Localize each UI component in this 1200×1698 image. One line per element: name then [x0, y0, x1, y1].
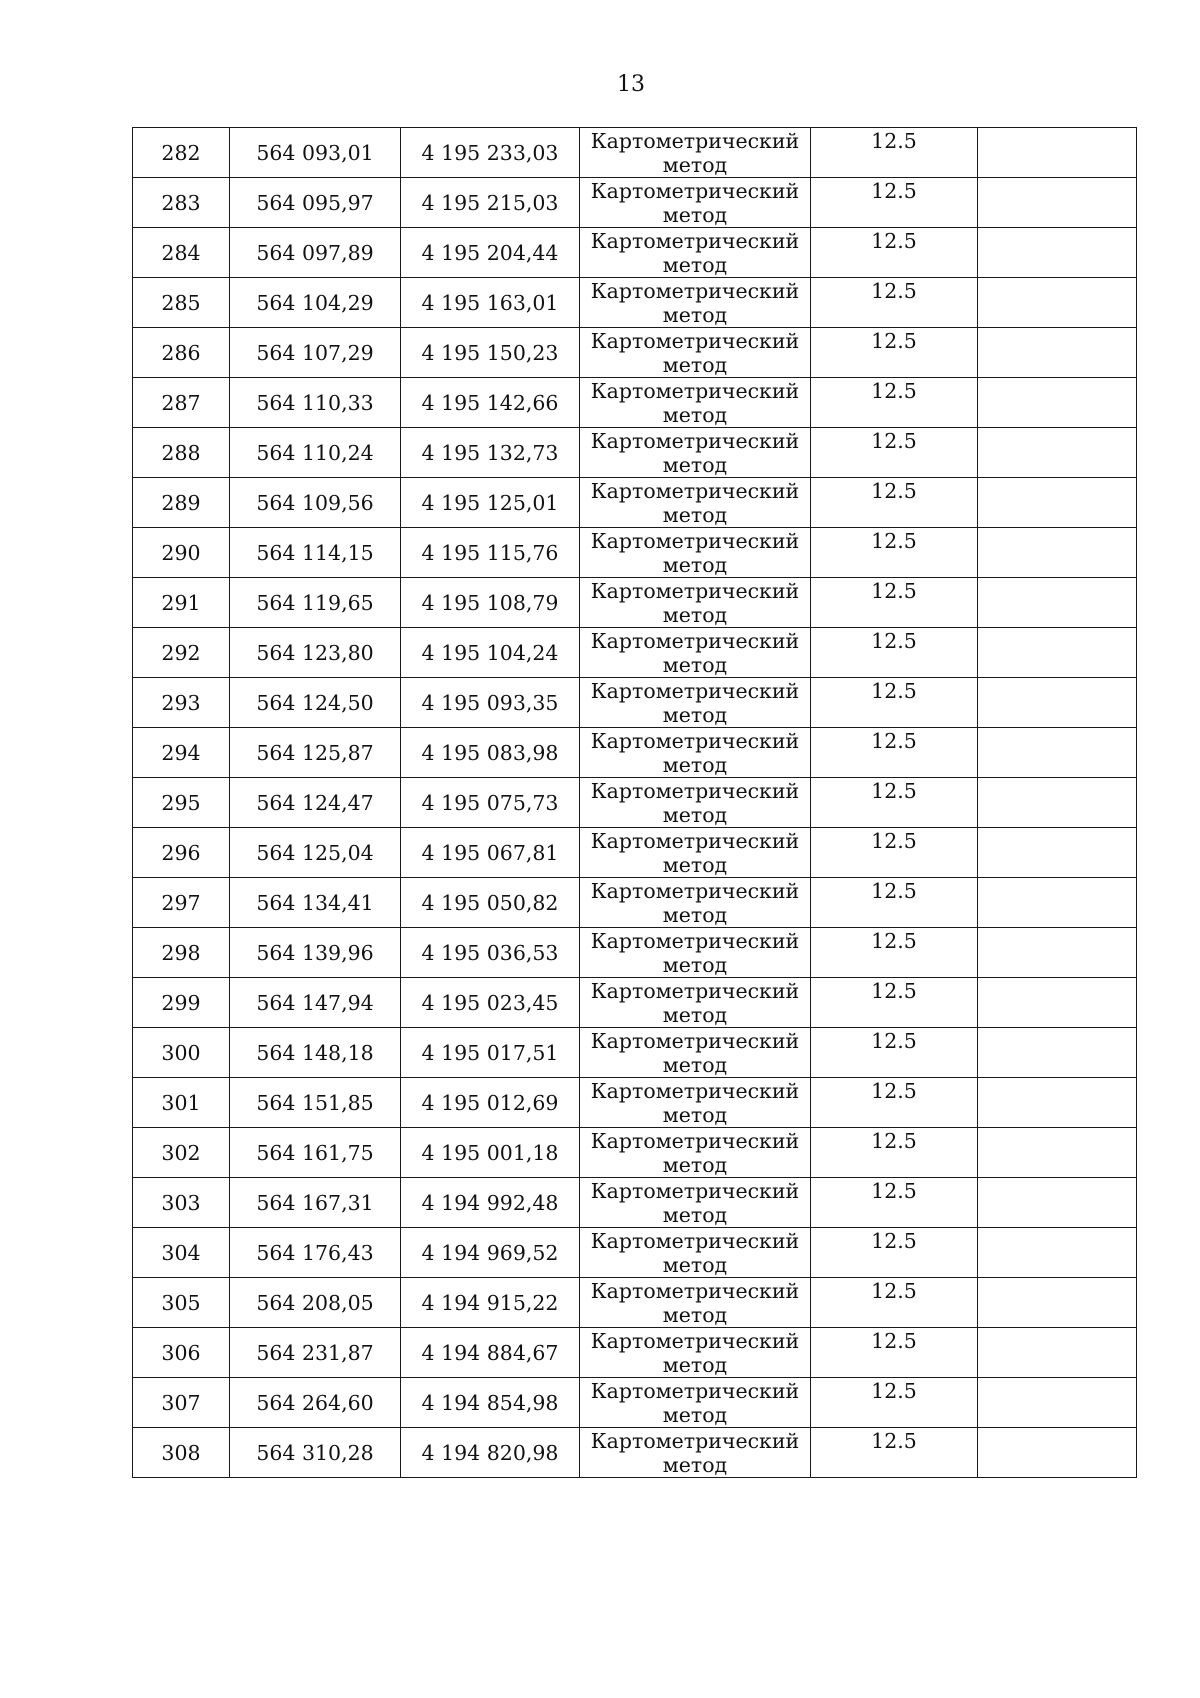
x-coordinate-cell: 564 110,33: [230, 378, 401, 428]
method-cell: [580, 1278, 811, 1328]
point-number-cell: 293: [133, 678, 230, 728]
note-cell: [978, 1378, 1137, 1428]
x-coordinate-cell: 564 208,05: [230, 1278, 401, 1328]
method-cell: [580, 1078, 811, 1128]
method-line-2: метод: [662, 452, 728, 477]
method-line-1: Картометрический: [590, 1028, 800, 1053]
table-row: [133, 778, 1137, 828]
method-line-1: Картометрический: [590, 1178, 800, 1203]
method-cell: [580, 578, 811, 628]
table-row: [133, 1328, 1137, 1378]
method-line-1: Картометрический: [590, 278, 800, 303]
point-number-cell: 286: [133, 328, 230, 378]
point-number-cell: 289: [133, 478, 230, 528]
method-line-1: Картометрический: [590, 578, 800, 603]
method-line-2: метод: [662, 1252, 728, 1277]
method-line-1: Картометрический: [590, 1428, 800, 1453]
note-cell: [978, 928, 1137, 978]
point-number-cell: 298: [133, 928, 230, 978]
y-coordinate-cell: 4 195 233,03: [401, 128, 580, 178]
accuracy-cell: 12.5: [811, 978, 978, 1028]
method-line-1: Картометрический: [590, 928, 800, 953]
note-cell: [978, 1028, 1137, 1078]
method-line-2: метод: [662, 702, 728, 727]
x-coordinate-cell: 564 107,29: [230, 328, 401, 378]
accuracy-cell: 12.5: [811, 278, 978, 328]
method-line-2: метод: [662, 352, 728, 377]
accuracy-cell: 12.5: [811, 1328, 978, 1378]
x-coordinate-cell: 564 147,94: [230, 978, 401, 1028]
table-row: [133, 1278, 1137, 1328]
method-cell: [580, 778, 811, 828]
method-cell: [580, 828, 811, 878]
y-coordinate-cell: 4 195 132,73: [401, 428, 580, 478]
method-line-2: метод: [662, 752, 728, 777]
method-cell: [580, 428, 811, 478]
method-line-1: Картометрический: [590, 728, 800, 753]
point-number-cell: 305: [133, 1278, 230, 1328]
accuracy-cell: 12.5: [811, 228, 978, 278]
method-line-1: Картометрический: [590, 478, 800, 503]
method-line-2: метод: [662, 1152, 728, 1177]
y-coordinate-cell: 4 195 012,69: [401, 1078, 580, 1128]
method-line-2: метод: [662, 1402, 728, 1427]
table-row: [133, 728, 1137, 778]
point-number-cell: 307: [133, 1378, 230, 1428]
method-line-2: метод: [662, 402, 728, 427]
point-number-cell: 295: [133, 778, 230, 828]
note-cell: [978, 978, 1137, 1028]
accuracy-cell: 12.5: [811, 1278, 978, 1328]
y-coordinate-cell: 4 194 820,98: [401, 1428, 580, 1478]
point-number-cell: 301: [133, 1078, 230, 1128]
note-cell: [978, 528, 1137, 578]
method-cell: [580, 678, 811, 728]
accuracy-cell: 12.5: [811, 778, 978, 828]
method-line-1: Картометрический: [590, 1078, 800, 1103]
y-coordinate-cell: 4 195 083,98: [401, 728, 580, 778]
method-cell: [580, 628, 811, 678]
method-cell: [580, 378, 811, 428]
accuracy-cell: 12.5: [811, 928, 978, 978]
method-line-2: метод: [662, 1002, 728, 1027]
x-coordinate-cell: 564 148,18: [230, 1028, 401, 1078]
accuracy-cell: 12.5: [811, 878, 978, 928]
method-line-1: Картометрический: [590, 1128, 800, 1153]
point-number-cell: 287: [133, 378, 230, 428]
method-line-2: метод: [662, 502, 728, 527]
note-cell: [978, 378, 1137, 428]
table-row: [133, 328, 1137, 378]
table-row: [133, 678, 1137, 728]
accuracy-cell: 12.5: [811, 1078, 978, 1128]
table-row: [133, 878, 1137, 928]
table-row: [133, 978, 1137, 1028]
point-number-cell: 300: [133, 1028, 230, 1078]
x-coordinate-cell: 564 104,29: [230, 278, 401, 328]
note-cell: [978, 1428, 1137, 1478]
method-cell: [580, 1178, 811, 1228]
method-line-1: Картометрический: [590, 378, 800, 403]
y-coordinate-cell: 4 195 115,76: [401, 528, 580, 578]
method-line-1: Картометрический: [590, 1228, 800, 1253]
table-row: [133, 928, 1137, 978]
method-line-2: метод: [662, 302, 728, 327]
point-number-cell: 296: [133, 828, 230, 878]
x-coordinate-cell: 564 110,24: [230, 428, 401, 478]
x-coordinate-cell: 564 097,89: [230, 228, 401, 278]
method-line-1: Картометрический: [590, 978, 800, 1003]
point-number-cell: 285: [133, 278, 230, 328]
note-cell: [978, 178, 1137, 228]
table-row: [133, 178, 1137, 228]
x-coordinate-cell: 564 119,65: [230, 578, 401, 628]
table-row: [133, 128, 1137, 178]
method-line-2: метод: [662, 652, 728, 677]
accuracy-cell: 12.5: [811, 1178, 978, 1228]
point-number-cell: 282: [133, 128, 230, 178]
accuracy-cell: 12.5: [811, 328, 978, 378]
table-row: [133, 1428, 1137, 1478]
note-cell: [978, 428, 1137, 478]
method-cell: [580, 1378, 811, 1428]
x-coordinate-cell: 564 176,43: [230, 1228, 401, 1278]
y-coordinate-cell: 4 195 108,79: [401, 578, 580, 628]
note-cell: [978, 1278, 1137, 1328]
point-number-cell: 292: [133, 628, 230, 678]
x-coordinate-cell: 564 139,96: [230, 928, 401, 978]
coordinates-table: [132, 127, 1137, 1478]
point-number-cell: 284: [133, 228, 230, 278]
x-coordinate-cell: 564 151,85: [230, 1078, 401, 1128]
accuracy-cell: 12.5: [811, 678, 978, 728]
method-line-1: Картометрический: [590, 778, 800, 803]
note-cell: [978, 228, 1137, 278]
x-coordinate-cell: 564 114,15: [230, 528, 401, 578]
point-number-cell: 304: [133, 1228, 230, 1278]
note-cell: [978, 328, 1137, 378]
y-coordinate-cell: 4 195 142,66: [401, 378, 580, 428]
x-coordinate-cell: 564 123,80: [230, 628, 401, 678]
point-number-cell: 297: [133, 878, 230, 928]
method-line-1: Картометрический: [590, 128, 800, 153]
method-cell: [580, 978, 811, 1028]
note-cell: [978, 1328, 1137, 1378]
method-line-2: метод: [662, 802, 728, 827]
y-coordinate-cell: 4 195 075,73: [401, 778, 580, 828]
method-cell: [580, 1228, 811, 1278]
method-cell: [580, 1328, 811, 1378]
x-coordinate-cell: 564 167,31: [230, 1178, 401, 1228]
x-coordinate-cell: 564 125,87: [230, 728, 401, 778]
y-coordinate-cell: 4 194 915,22: [401, 1278, 580, 1328]
accuracy-cell: 12.5: [811, 578, 978, 628]
accuracy-cell: 12.5: [811, 828, 978, 878]
y-coordinate-cell: 4 194 854,98: [401, 1378, 580, 1428]
y-coordinate-cell: 4 195 093,35: [401, 678, 580, 728]
method-cell: [580, 328, 811, 378]
y-coordinate-cell: 4 194 884,67: [401, 1328, 580, 1378]
method-cell: [580, 878, 811, 928]
method-line-1: Картометрический: [590, 828, 800, 853]
method-line-1: Картометрический: [590, 1328, 800, 1353]
method-line-2: метод: [662, 552, 728, 577]
accuracy-cell: 12.5: [811, 128, 978, 178]
method-cell: [580, 728, 811, 778]
method-line-1: Картометрический: [590, 228, 800, 253]
note-cell: [978, 128, 1137, 178]
method-cell: [580, 928, 811, 978]
y-coordinate-cell: 4 195 017,51: [401, 1028, 580, 1078]
method-cell: [580, 1028, 811, 1078]
method-line-1: Картометрический: [590, 328, 800, 353]
x-coordinate-cell: 564 310,28: [230, 1428, 401, 1478]
note-cell: [978, 778, 1137, 828]
table-row: [133, 478, 1137, 528]
accuracy-cell: 12.5: [811, 1378, 978, 1428]
note-cell: [978, 1228, 1137, 1278]
y-coordinate-cell: 4 194 992,48: [401, 1178, 580, 1228]
x-coordinate-cell: 564 095,97: [230, 178, 401, 228]
method-line-2: метод: [662, 1352, 728, 1377]
table-row: [133, 278, 1137, 328]
method-line-2: метод: [662, 1052, 728, 1077]
table-row: [133, 428, 1137, 478]
point-number-cell: 294: [133, 728, 230, 778]
method-line-2: метод: [662, 202, 728, 227]
method-cell: [580, 1128, 811, 1178]
table-row: [133, 1128, 1137, 1178]
table-row: [133, 378, 1137, 428]
method-line-1: Картометрический: [590, 628, 800, 653]
method-cell: [580, 228, 811, 278]
x-coordinate-cell: 564 109,56: [230, 478, 401, 528]
y-coordinate-cell: 4 195 163,01: [401, 278, 580, 328]
accuracy-cell: 12.5: [811, 378, 978, 428]
x-coordinate-cell: 564 264,60: [230, 1378, 401, 1428]
note-cell: [978, 728, 1137, 778]
point-number-cell: 291: [133, 578, 230, 628]
page-number: 13: [617, 72, 645, 97]
y-coordinate-cell: 4 195 036,53: [401, 928, 580, 978]
note-cell: [978, 278, 1137, 328]
method-line-1: Картометрический: [590, 178, 800, 203]
accuracy-cell: 12.5: [811, 428, 978, 478]
y-coordinate-cell: 4 195 067,81: [401, 828, 580, 878]
method-line-1: Картометрический: [590, 428, 800, 453]
table-row: [133, 578, 1137, 628]
x-coordinate-cell: 564 161,75: [230, 1128, 401, 1178]
method-cell: [580, 278, 811, 328]
x-coordinate-cell: 564 124,50: [230, 678, 401, 728]
method-line-1: Картометрический: [590, 878, 800, 903]
table-row: [133, 1378, 1137, 1428]
y-coordinate-cell: 4 195 023,45: [401, 978, 580, 1028]
accuracy-cell: 12.5: [811, 478, 978, 528]
method-line-2: метод: [662, 1452, 728, 1477]
table-row: [133, 1028, 1137, 1078]
method-line-2: метод: [662, 902, 728, 927]
method-line-2: метод: [662, 952, 728, 977]
point-number-cell: 303: [133, 1178, 230, 1228]
accuracy-cell: 12.5: [811, 1128, 978, 1178]
method-cell: [580, 478, 811, 528]
method-cell: [580, 128, 811, 178]
y-coordinate-cell: 4 195 125,01: [401, 478, 580, 528]
point-number-cell: 290: [133, 528, 230, 578]
table-row: [133, 228, 1137, 278]
table-row: [133, 1228, 1137, 1278]
method-line-2: метод: [662, 1302, 728, 1327]
table-row: [133, 1178, 1137, 1228]
table-row: [133, 1078, 1137, 1128]
note-cell: [978, 478, 1137, 528]
note-cell: [978, 1078, 1137, 1128]
method-line-1: Картометрический: [590, 528, 800, 553]
note-cell: [978, 1178, 1137, 1228]
method-line-1: Картометрический: [590, 678, 800, 703]
y-coordinate-cell: 4 195 104,24: [401, 628, 580, 678]
method-line-1: Картометрический: [590, 1378, 800, 1403]
point-number-cell: 288: [133, 428, 230, 478]
accuracy-cell: 12.5: [811, 1228, 978, 1278]
method-line-2: метод: [662, 252, 728, 277]
method-cell: [580, 178, 811, 228]
x-coordinate-cell: 564 134,41: [230, 878, 401, 928]
y-coordinate-cell: 4 195 204,44: [401, 228, 580, 278]
x-coordinate-cell: 564 093,01: [230, 128, 401, 178]
y-coordinate-cell: 4 195 215,03: [401, 178, 580, 228]
note-cell: [978, 628, 1137, 678]
method-line-2: метод: [662, 1102, 728, 1127]
y-coordinate-cell: 4 195 001,18: [401, 1128, 580, 1178]
accuracy-cell: 12.5: [811, 628, 978, 678]
point-number-cell: 308: [133, 1428, 230, 1478]
y-coordinate-cell: 4 195 150,23: [401, 328, 580, 378]
method-cell: [580, 1428, 811, 1478]
coordinates-table-body: [133, 128, 1137, 1478]
y-coordinate-cell: 4 194 969,52: [401, 1228, 580, 1278]
accuracy-cell: 12.5: [811, 1428, 978, 1478]
note-cell: [978, 1128, 1137, 1178]
point-number-cell: 283: [133, 178, 230, 228]
point-number-cell: 299: [133, 978, 230, 1028]
point-number-cell: 306: [133, 1328, 230, 1378]
method-line-2: метод: [662, 852, 728, 877]
y-coordinate-cell: 4 195 050,82: [401, 878, 580, 928]
method-line-1: Картометрический: [590, 1278, 800, 1303]
accuracy-cell: 12.5: [811, 178, 978, 228]
accuracy-cell: 12.5: [811, 528, 978, 578]
table-row: [133, 528, 1137, 578]
note-cell: [978, 828, 1137, 878]
table-row: [133, 628, 1137, 678]
note-cell: [978, 878, 1137, 928]
method-line-2: метод: [662, 602, 728, 627]
note-cell: [978, 678, 1137, 728]
table-row: [133, 828, 1137, 878]
note-cell: [978, 578, 1137, 628]
x-coordinate-cell: 564 124,47: [230, 778, 401, 828]
x-coordinate-cell: 564 231,87: [230, 1328, 401, 1378]
method-line-2: метод: [662, 1202, 728, 1227]
accuracy-cell: 12.5: [811, 1028, 978, 1078]
method-cell: [580, 528, 811, 578]
accuracy-cell: 12.5: [811, 728, 978, 778]
method-line-2: метод: [662, 152, 728, 177]
point-number-cell: 302: [133, 1128, 230, 1178]
x-coordinate-cell: 564 125,04: [230, 828, 401, 878]
